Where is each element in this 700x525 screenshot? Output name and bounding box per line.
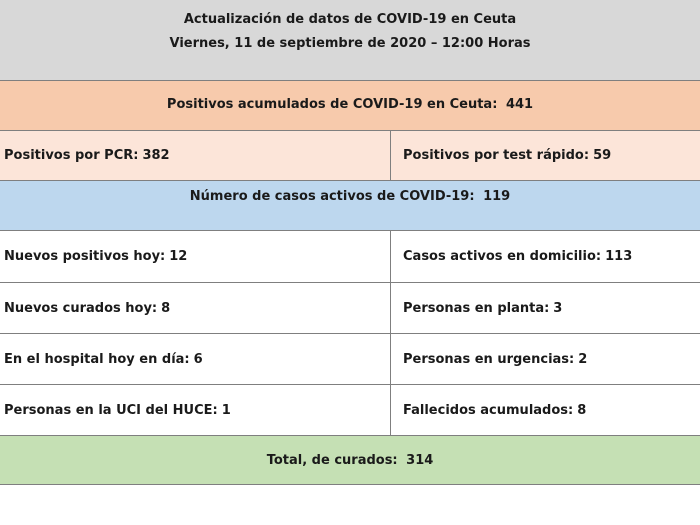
nuevos-positivos-cell	[0, 231, 391, 282]
hospital-hoy-value: 6	[193, 351, 203, 367]
nuevos-positivos-label: Nuevos positivos hoy:	[4, 249, 166, 264]
fallecidos-value: 8	[577, 403, 587, 418]
fallecidos-label: Fallecidos acumulados:	[403, 403, 574, 418]
positivos-acumulados-label: Positivos acumulados de COVID-19 en Ceuta:	[166, 97, 498, 112]
casos-activos-row	[0, 180, 700, 230]
report-date: Viernes, 11 de septiembre de 2020 – 12:00 Horas	[169, 36, 531, 51]
report-header	[0, 0, 700, 80]
personas-urgencias-cell	[391, 334, 700, 384]
personas-urgencias-label: Personas en urgencias:	[403, 351, 575, 367]
positivos-test-value: 59	[593, 148, 612, 163]
nuevos-positivos-value: 12	[169, 249, 188, 264]
positivos-split-row	[0, 130, 700, 180]
casos-domicilio-label: Casos activos en domicilio:	[403, 249, 602, 264]
personas-planta-label: Personas en planta:	[403, 300, 550, 316]
personas-uci-label: Personas en la UCI del HUCE:	[4, 403, 218, 418]
total-curados-label: Total, de curados:	[266, 453, 398, 468]
personas-urgencias-value: 2	[578, 351, 588, 367]
nuevos-curados-cell	[0, 283, 391, 333]
positivos-test-cell	[391, 131, 700, 180]
table-row	[0, 333, 700, 384]
casos-activos-value: 119	[483, 189, 511, 204]
table-row	[0, 282, 700, 333]
positivos-pcr-cell	[0, 131, 391, 180]
positivos-pcr-value: 382	[142, 148, 170, 163]
positivos-acumulados-row	[0, 80, 700, 130]
fallecidos-cell	[391, 385, 700, 436]
positivos-acumulados-value: 441	[505, 97, 534, 112]
total-curados-value: 314	[406, 453, 434, 468]
positivos-test-label: Positivos por test rápido:	[403, 148, 590, 163]
personas-uci-cell	[0, 385, 391, 436]
personas-uci-value: 1	[221, 403, 231, 418]
hospital-hoy-label: En el hospital hoy en día:	[4, 351, 190, 367]
positivos-pcr-label: Positivos por PCR:	[4, 148, 139, 163]
nuevos-curados-value: 8	[161, 300, 171, 316]
nuevos-curados-label: Nuevos curados hoy:	[4, 300, 158, 316]
casos-domicilio-cell	[391, 231, 700, 282]
table-row	[0, 384, 700, 436]
total-curados-row	[0, 435, 700, 485]
table-row	[0, 231, 700, 282]
casos-activos-label: Número de casos activos de COVID-19:	[189, 189, 475, 204]
report-title: Actualización de datos de COVID-19 en Ceuta	[183, 12, 517, 27]
personas-planta-cell	[391, 283, 700, 333]
hospital-hoy-cell	[0, 334, 391, 384]
personas-planta-value: 3	[553, 300, 563, 316]
details-grid	[0, 230, 700, 435]
casos-domicilio-value: 113	[605, 249, 633, 264]
